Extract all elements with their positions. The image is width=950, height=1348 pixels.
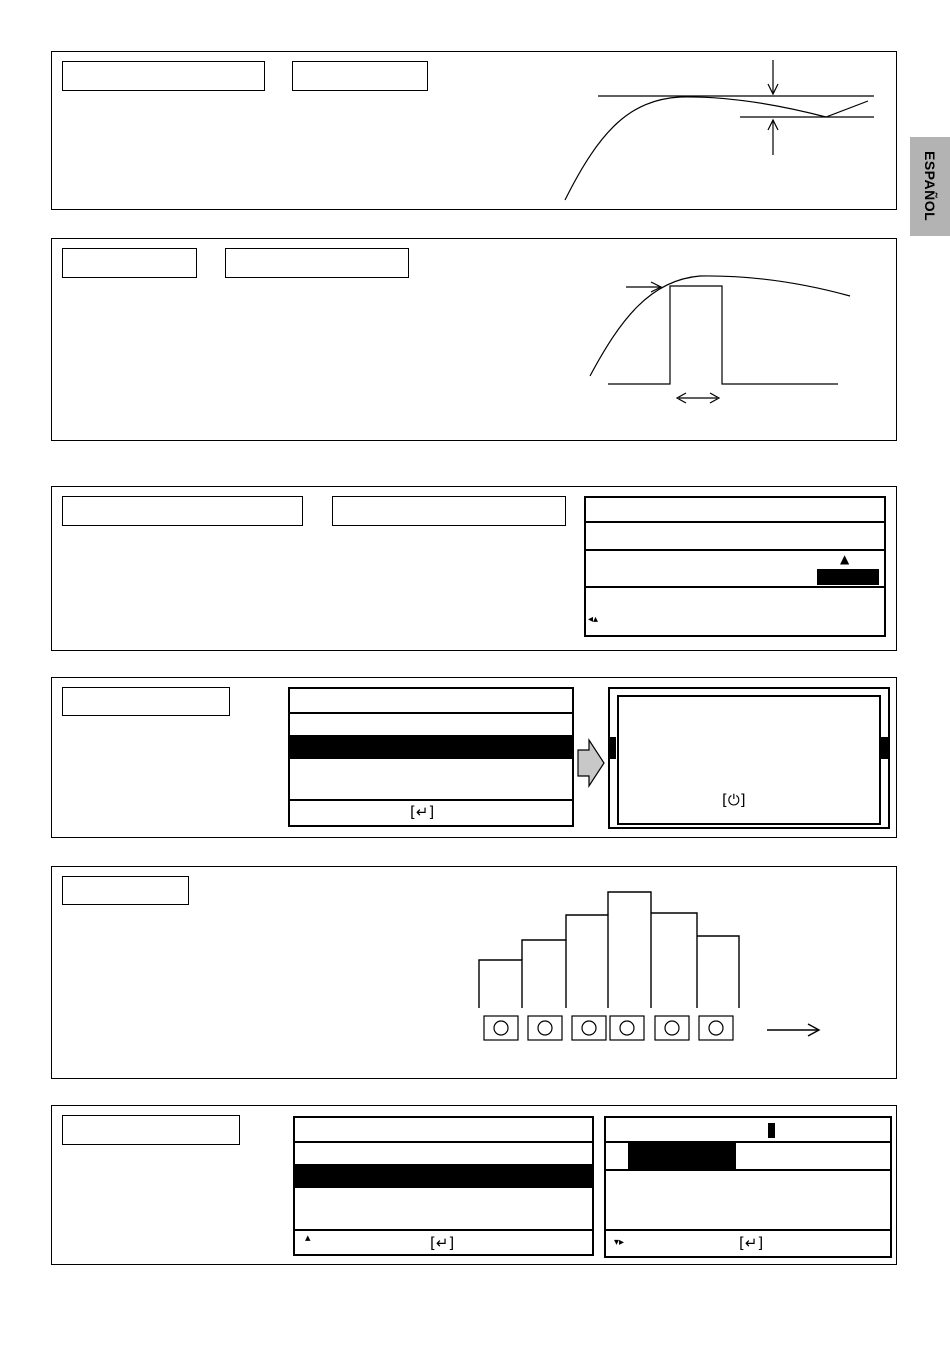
language-tab-label: ESPAÑOL xyxy=(922,151,938,222)
edit-field-highlight[interactable] xyxy=(630,1143,736,1169)
selected-list-item[interactable] xyxy=(295,1164,592,1188)
nav-left-up-icon: ◂▴ xyxy=(588,614,599,625)
label-box xyxy=(62,1115,240,1145)
lcd-screen-edit xyxy=(604,1116,892,1258)
enter-key-icon: [↵] xyxy=(410,803,435,821)
lcd-screen-list xyxy=(293,1116,594,1256)
enter-key-icon: [↵] xyxy=(430,1234,455,1252)
enter-key-icon: [↵] xyxy=(739,1234,764,1252)
lcd-footer-divider xyxy=(606,1229,890,1231)
nav-down-right-icon: ▾▸ xyxy=(614,1237,625,1248)
power-key-icon[interactable]: [⏻] xyxy=(722,791,746,809)
lcd-title-row xyxy=(295,1118,592,1143)
step-buttons xyxy=(484,1016,733,1040)
lcd-title-row xyxy=(606,1118,890,1143)
scroll-up-icon: ▲ xyxy=(840,552,850,566)
lcd-footer-divider xyxy=(295,1229,592,1231)
text-cursor xyxy=(768,1123,775,1138)
nav-up-icon: ▴ xyxy=(305,1231,311,1244)
panel-list-edit xyxy=(51,1105,897,1265)
edit-field-divider xyxy=(628,1143,630,1169)
